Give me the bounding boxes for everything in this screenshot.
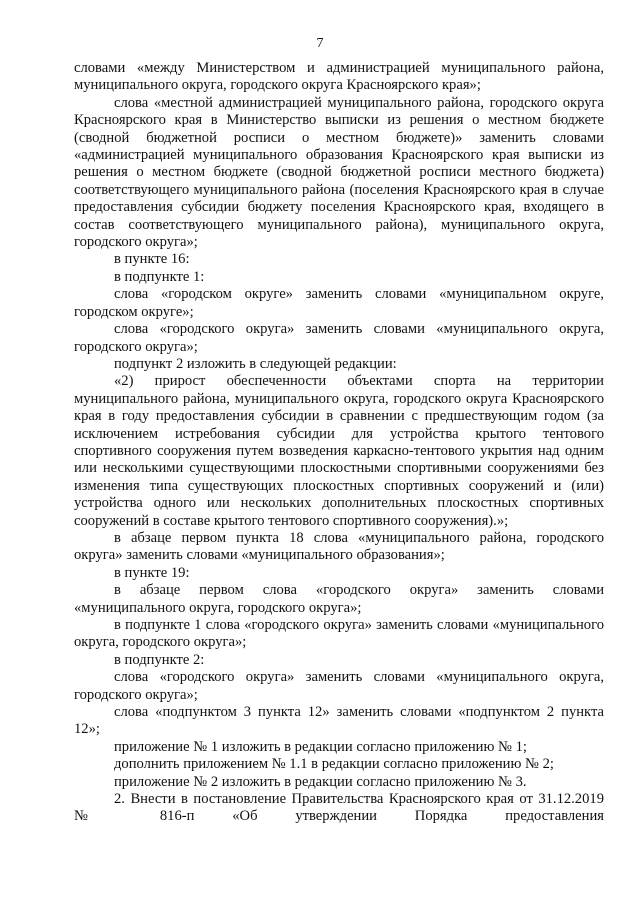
page-number: 7 xyxy=(316,36,324,51)
paragraph-point-19-first-abzac: в абзаце первом слова «городского округа» заменить словами «муниципального округа, городского округа»; xyxy=(74,582,604,616)
paragraph-point-16: в пункте 16: xyxy=(114,251,190,268)
paragraph-point-19-subpoint-2: в подпункте 2: xyxy=(114,651,205,668)
paragraph-replace-gorodskom-okruge: слова «городском округе» заменить словами «муниципальном округе, городском округе»; xyxy=(74,286,604,320)
paragraph-point-18: в абзаце первом пункта 18 слова «муниципального района, городского округа» заменить словами «муниципального образования»; xyxy=(74,529,604,564)
paragraph-amendment-local-admin: слова «местной администрацией муниципального района, городского округа Красноярского края в Министерство выписки из решения о местном бюджете (сводной бюджетной росписи о местном бюджете)» заменить словами «администрацией муниципального образования Красноярского края выписки из решения о местном бюджете (сводной бюджетной росписи местного бюджета) соответствующего муниципального района (поселения Красноярского края в случае предоставления субсидии бюджету поселения Красноярского края, входящего в состав соответствующего муниципального района), муниципального округа, городского округа»; xyxy=(74,94,604,251)
paragraph-subpoint-2-text: «2) прирост обеспеченности объектами спорта на территории муниципального района, муниципального округа, городского округа Красноярского края в году предоставления субсидии в сравнении с предшествующим годом (за исключением истребования субсидии для устройства крытого тентового спортивного сооружения путем возведения каркасно-тентового укрытия над одним или несколькими существующими плоскостными спортивными сооружениями без изменения типа существующих плоскостных спортивных сооружений и (или) устройства одного или нескольких дополнительных плоскостных спортивных сооружений в составе крытого тентового спортивного сооружения).»; xyxy=(74,373,604,529)
paragraph-amendment-ministry: словами «между Министерством и администрацией муниципального района, муниципального округа, городского округа Красноярского края»; xyxy=(74,60,604,94)
paragraph-subpoint-1: в подпункте 1: xyxy=(114,268,205,285)
paragraph-point-19: в пункте 19: xyxy=(114,564,190,581)
document-body xyxy=(74,60,604,826)
paragraph-point-19-subpoint-1: в подпункте 1 слова «городского округа» заменить словами «муниципального округа, городского округа»; xyxy=(74,617,604,651)
paragraph-appendix-1-1: дополнить приложением № 1.1 в редакции согласно приложению № 2; xyxy=(114,756,554,773)
paragraph-replace-gorodskogo-okruga-2: слова «городского округа» заменить словами «муниципального округа, городского округа»; xyxy=(74,669,604,703)
paragraph-appendix-1: приложение № 1 изложить в редакции согласно приложению № 1; xyxy=(114,738,527,755)
paragraph-item-2-resolution: 2. Внести в постановление Правительства Красноярского края от 31.12.2019 № 816-п «Об утверждении Порядка предоставления xyxy=(74,791,604,825)
paragraph-appendix-2: приложение № 2 изложить в редакции согласно приложению № 3. xyxy=(114,773,527,790)
paragraph-replace-gorodskogo-okruga: слова «городского округа» заменить словами «муниципального округа, городского округа»; xyxy=(74,321,604,355)
paragraph-replace-subpoint-reference: слова «подпунктом 3 пункта 12» заменить словами «подпунктом 2 пункта 12»; xyxy=(74,704,604,738)
paragraph-subpoint-2-new-wording: подпункт 2 изложить в следующей редакции: xyxy=(114,355,397,372)
